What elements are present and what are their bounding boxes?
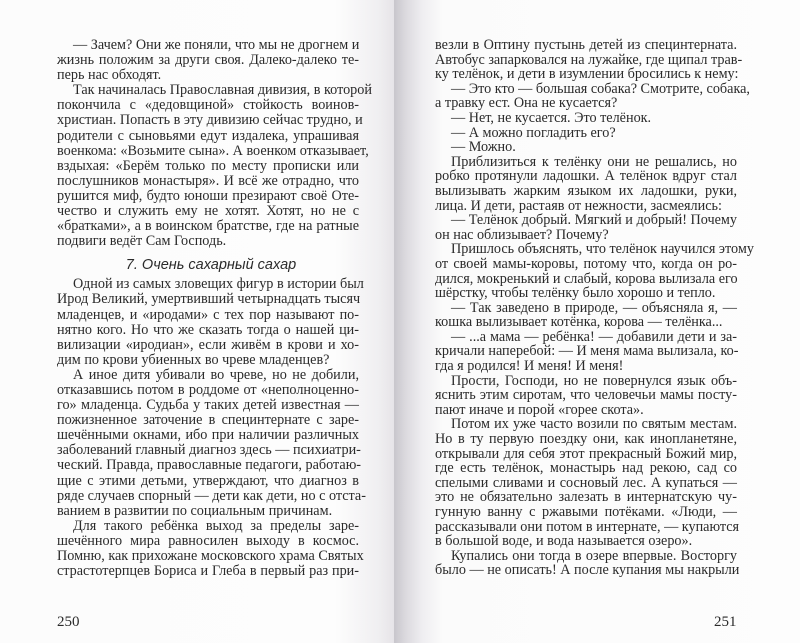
text-line: го» младенца. Судьба у таких детей известная — [57,397,359,414]
text-line: родители с сыновьями едут издалека, упрашивая [57,127,359,144]
right-page-text [435,37,754,579]
text-line: спелыми сливами и сосновый лес. А купаться — [435,474,737,491]
text-line: Одной из самых зловещих фигур в истории был [73,276,364,293]
text-line: щие с этими детьми, утверждают, что диагноз в [57,472,359,489]
text-line: — Зачем? Они же поняли, что мы не дрогнем и [73,37,360,53]
text-line: перь нас обходят. [57,67,162,84]
left-page-text [57,37,372,580]
text-line: ряде случаев спорный — дети как дети, но с отста- [57,487,366,504]
text-line: Но в ту первую поездку они, как инопланетяне, [435,431,737,448]
text-line: рассказывали они потом в интернате, — купаются [435,518,740,535]
text-line: христиан. Попасть в эту дивизию сейчас трудно, и [57,112,363,129]
text-line: — ...а мама — ребёнка! — добавили дети и за- [451,328,737,345]
text-line: — Так заведено в природе, — объясняла я, — [451,299,737,316]
left-paragraphs-before-heading [57,37,372,250]
text-line: шечёнными окнами, ибо при наличии различных [57,427,359,444]
text-line: Потом их уже часто возили по святым местам. [451,416,737,433]
text-line: открывали для себя этот прекрасный Божий мир, [435,445,737,462]
text-line: робко протянули ладошки. А телёнок вдруг стал [435,168,737,185]
text-line: — Телёнок добрый. Мягкий и добрый! Почему [451,212,737,229]
text-line: чество и служить ему не хотят. Хотят, но не с [57,203,359,220]
text-line: покончила с «дедовщиной» стойкость воинов- [57,97,359,114]
text-line: шечённого мира равносилен выходу в космос. [57,532,359,549]
text-line: жизнь положим за други своя. Далеко-далеко те- [57,52,359,69]
text-line: а травку ест. Она не кусается? [435,95,618,112]
text-line: в большой воде, и вода называется озеро». [435,533,693,550]
text-line: А иное дитя убивали во чреве, но не добили, [73,366,359,383]
text-line: везли в Оптину пустынь детей из специнтерната. [435,37,737,53]
text-line: Пришлось объяснять, что телёнок научился этому [451,241,754,258]
text-line: вилизации «иродиан», если живём в крови и хо- [57,336,359,353]
text-line: военкома: «Возьмите сына». А военком отказывает, [57,142,369,159]
text-line: Для такого ребёнка выход за пределы заре- [73,517,359,534]
text-line: страстотерпцев Бориса и Глеба в первый раз при- [57,563,359,580]
right-page [394,0,800,643]
text-line: Так начиналась Православная дивизия, в которой [73,82,372,99]
text-line: ванием в развитии по социальным причинам. [57,502,333,519]
text-line: подвиги ведёт Сам Господь. [57,233,227,250]
text-line: пожизненное заточение в специнтернате с заре- [57,412,359,429]
text-line: дим по крови убиенных во чреве младенцев? [57,351,330,368]
text-line: дился, мокренький и слабый, корова вылизала его [435,270,738,287]
page-number-right: 251 [714,614,737,630]
text-line: он нас облизывает? Почему? [435,226,609,243]
section-heading: 7. Очень сахарный сахар [125,257,297,274]
text-line: рушится миф, будто юноши презирают своё Оте- [57,187,359,204]
text-line: Купались они тогда в озере впервые. Восторгу [451,547,737,564]
text-line: вылизывать жарким языком их ладошки, руки, [435,182,737,199]
text-line: яснить этим сиротам, что человечьи мамы посту- [435,387,737,404]
text-line: Приблизиться к телёнку они не решались, но [451,153,737,170]
left-paragraphs-after-heading [57,276,366,580]
text-line: заболеваний главный диагноз здесь — психиатри- [57,442,361,459]
text-line: вздыхая: «Берём только по месту прописки или [57,157,359,174]
text-line: Ирод Великий, умертвивший четырнадцать тысяч [57,291,361,308]
text-line: младенцев, и «иродами» с тех пор называют по- [57,306,359,323]
text-line: ку телёнок, и дети в изумлении бросились к нему: [435,66,739,83]
text-line: где есть телёнок, монастырь над рекою, сад со [435,460,737,477]
text-line: Прости, Господи, но не повернулся язык объ- [451,372,737,389]
text-line: было — не описать! А после купания мы накрыли [435,562,740,579]
text-line: пают иначе и порой «горее скота». [435,401,644,418]
text-line: Автобус запарковался на лужайке, где щипал трав- [435,51,743,68]
text-line: Помню, как прихожане московского храма Святых [57,548,364,564]
text-line: лица. И дети, растаяв от нежности, засмеялись: [435,197,722,214]
text-line: — Нет, не кусается. Это телёнок. [451,109,652,126]
text-line: — Это кто — большая собака? Смотрите, собака, [451,80,750,97]
right-paragraphs [435,37,754,579]
text-line: нятно кого. Но что же сказать тогда о нашей ци- [57,321,359,338]
text-line: — Можно. [451,139,516,156]
text-line: это не обязательно залезать в интернатскую чу- [435,489,737,506]
left-page [0,0,394,643]
text-line: — А можно погладить его? [451,124,616,141]
text-line: кошка вылизывает котёнка, корова — телёнка... [435,314,723,331]
text-line: «братками», а в воинском братстве, где на ратные [57,218,359,235]
page-number-left: 250 [57,614,80,630]
text-line: гунную ванну с ржавыми потёками. «Люди, — [435,504,737,520]
text-line: от своей мамы-коровы, потому что, когда он ро- [435,255,737,272]
text-line: ческий. Правда, православные педагоги, работаю- [57,457,362,474]
text-line: послушников монастыря». И всё же отрадно, что [57,172,359,189]
text-line: шёрстку, чтобы телёнку было хорошо и тепло. [435,285,716,302]
text-line: отказавшись потом в роддоме от «неполноценно- [57,381,359,398]
text-line: гда я родился! И меня! И меня! [435,358,624,375]
text-line: кричали наперебой: — И меня мама вылизала, ко- [435,343,739,360]
